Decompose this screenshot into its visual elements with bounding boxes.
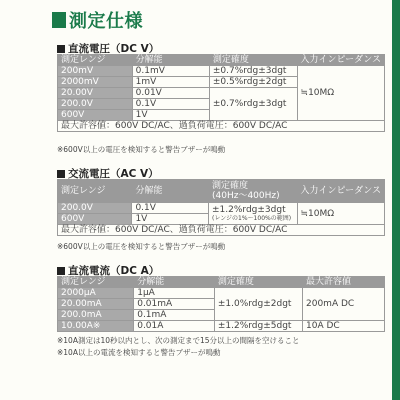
header-range: 測定レンジ <box>58 55 133 66</box>
side-accent-bar <box>392 0 400 400</box>
header-resolution: 分解能 <box>132 55 209 66</box>
table-footer-row: 最大許容値：600V DC/AC、過負荷電圧：600V DC/AC <box>58 121 385 132</box>
title-square-icon <box>52 12 66 28</box>
table-row: 200.0mA 0.1mA <box>58 310 385 321</box>
table-header-row: 測定レンジ 分解能 測定確度 最大許容値 <box>58 277 385 288</box>
table-row: 20.00mA 0.01mA <box>58 299 385 310</box>
table-row: 20.00V 0.01V ±0.7%rdg±3dgt <box>58 88 385 99</box>
dca-note-2: ※10A以上の電流を検知すると警告ブザーが鳴動 <box>57 348 221 357</box>
header-accuracy: 測定確度 <box>209 55 297 66</box>
dcv-note: ※600V以上の電圧を検知すると警告ブザーが鳴動 <box>57 145 226 154</box>
section-square-icon <box>57 267 65 275</box>
table-row: 200mV 0.1mV ±0.7%rdg±3dgt ≒10MΩ <box>58 66 385 77</box>
dca-table <box>57 276 385 332</box>
table-row: 10.00A※ 0.01A ±1.2%rdg±5dgt 10A DC <box>58 321 385 332</box>
acv-note: ※600V以上の電圧を検知すると警告ブザーが鳴動 <box>57 242 226 251</box>
table-row: 200.0V 0.1V ±1.2%rdg±3dgt (レンジの1%〜100%の範囲) ≒10MΩ <box>58 203 385 214</box>
page-title: 測定仕様 <box>52 9 143 31</box>
section-square-icon <box>57 170 65 178</box>
table-row: 2000mV 1mV ±0.5%rdg±2dgt <box>58 77 385 88</box>
table-header-row: 測定レンジ 分解能 測定確度 (40Hz〜400Hz) 入力インピーダンス <box>58 180 385 203</box>
table-row: 600V 1V <box>58 110 385 121</box>
table-header-row <box>58 55 385 66</box>
dca-note-1: ※10A測定は10秒以内とし、次の測定まで15分以上の間隔を空けること <box>57 336 300 345</box>
dcv-table <box>57 54 385 132</box>
acv-section-title: 交流電圧（AC V） <box>57 166 159 181</box>
dcv-section-title: 直流電圧（DC V） <box>57 41 159 56</box>
table-row: 600V 1V <box>58 214 385 225</box>
table-row: 2000μA 1μA ±1.0%rdg±2dgt 200mA DC <box>58 288 385 299</box>
header-impedance: 入力インピーダンス <box>297 55 384 66</box>
table-footer-row: 最大許容値：600V DC/AC、過負荷電圧：600V DC/AC <box>58 225 385 236</box>
section-square-icon <box>57 45 65 53</box>
acv-table <box>57 179 385 236</box>
impedance-cell: ≒10MΩ <box>297 66 384 121</box>
dca-section-title: 直流電流（DC A） <box>57 263 159 278</box>
table-row: 200.0V 0.1V <box>58 99 385 110</box>
